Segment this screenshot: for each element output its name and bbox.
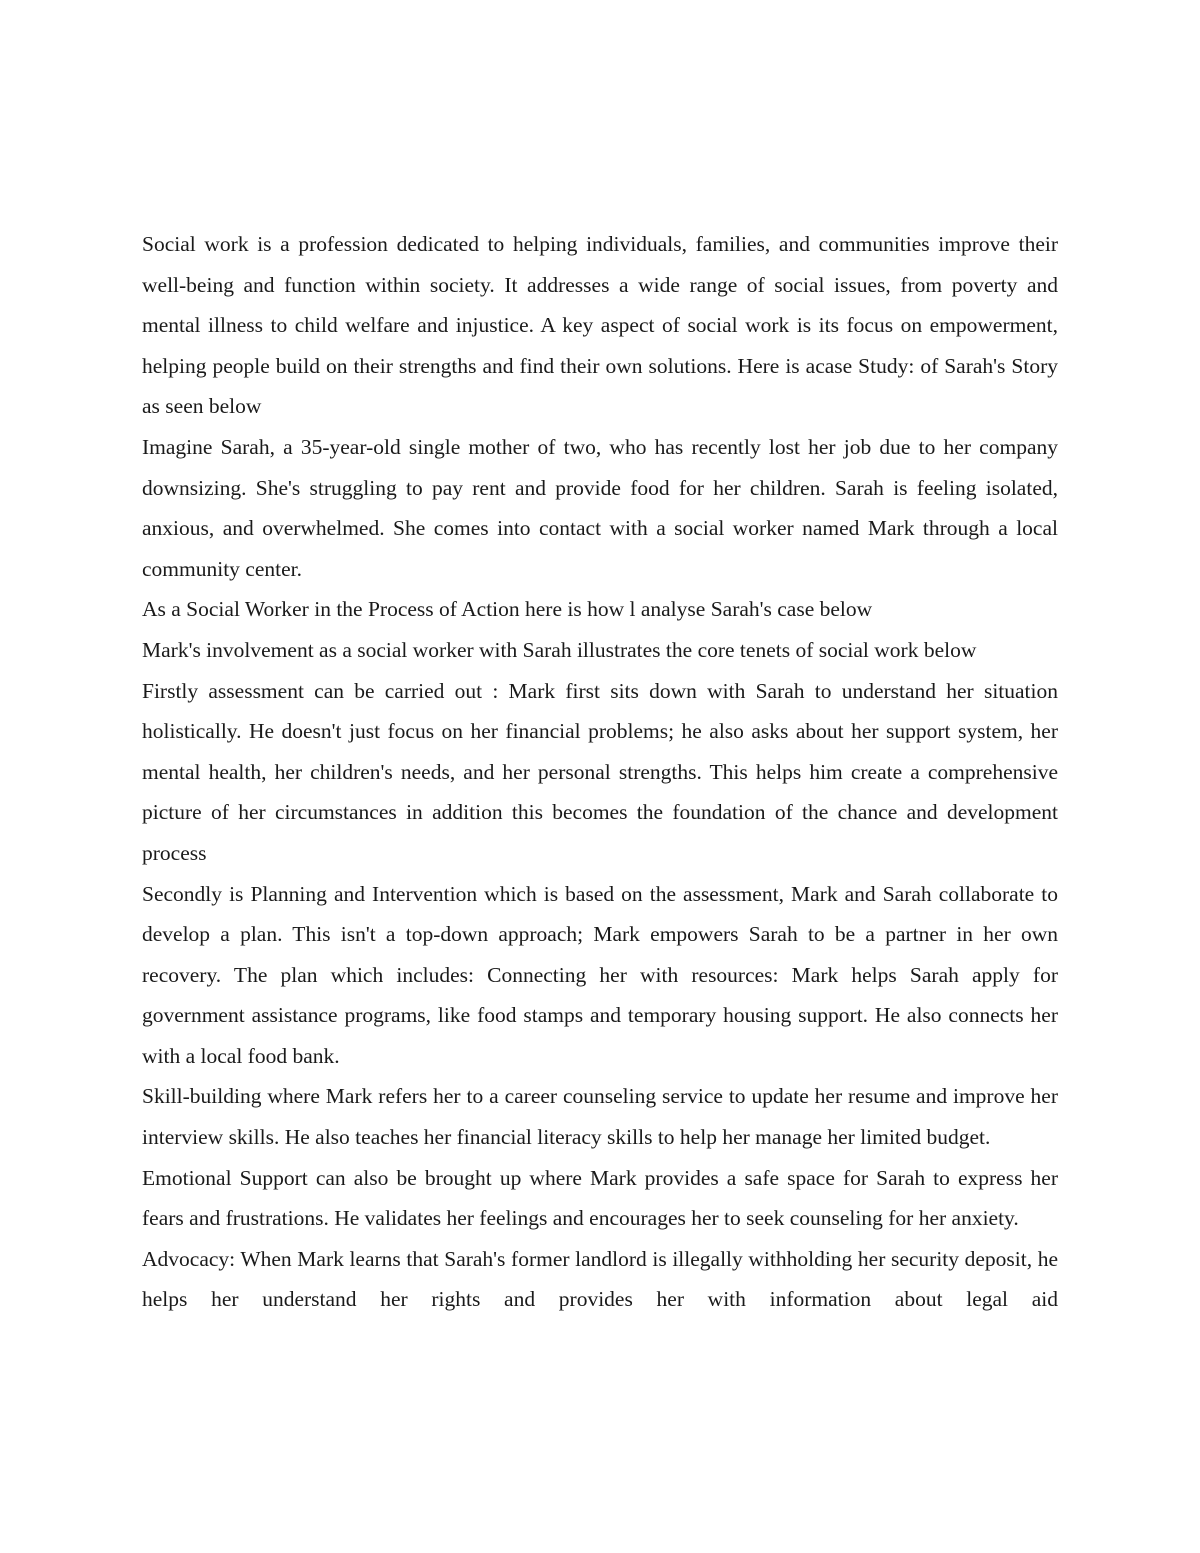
paragraph-core-tenets: Mark's involvement as a social worker with Sarah illustrates the core tenets of social work below (142, 637, 977, 662)
paragraph-case-study: Imagine Sarah, a 35-year-old single mother of two, who has recently lost her job due to her company downsizing. She's struggling to pay rent and provide food for her children. Sarah is feeling isolated, anxious, and overwhelmed. She comes into contact with a social worker named Mark through a local community center. (142, 434, 1058, 581)
paragraph-planning-intervention: Secondly is Planning and Intervention which is based on the assessment, Mark and Sarah collaborate to develop a plan. This isn't a top-down approach; Mark empowers Sarah to be a partner in her own recovery. The plan which includes: Connecting her with resources: Mark helps Sarah apply for government assistance programs, like food stamps and temporary housing support. He also connects her with a local food bank. (142, 881, 1058, 1068)
paragraph-process-of-action: As a Social Worker in the Process of Action here is how l analyse Sarah's case below (142, 597, 873, 622)
paragraph-introduction: Social work is a profession dedicated to helping individuals, families, and communities improve their well-being and function within society. It addresses a wide range of social issues, from poverty and mental illness to child welfare and injustice. A key aspect of social work is its focus on empowerment, helping people build on their strengths and find their own solutions. Here is acase Study: of Sarah's Story as seen below (142, 232, 1058, 419)
paragraph-emotional-support: Emotional Support can also be brought up where Mark provides a safe space for Sarah to express her fears and frustrations. He validates her feelings and encourages her to seek counseling for her anxiety. (142, 1165, 1058, 1231)
document-body (142, 224, 1058, 1320)
paragraph-assessment: Firstly assessment can be carried out : Mark first sits down with Sarah to understand her situation holistically. He doesn't just focus on her financial problems; he also asks about her support system, her mental health, her children's needs, and her personal strengths. This helps him create a comprehensive picture of her circumstances in addition this becomes the foundation of the chance and development process (142, 678, 1058, 865)
paragraph-skill-building: Skill-building where Mark refers her to a career counseling service to update her resume and improve her interview skills. He also teaches her financial literacy skills to help her manage her limited budget. (142, 1084, 1058, 1150)
paragraph-advocacy: Advocacy: When Mark learns that Sarah's former landlord is illegally withholding her security deposit, he helps her understand her rights and provides her with information about legal aid (142, 1246, 1058, 1312)
